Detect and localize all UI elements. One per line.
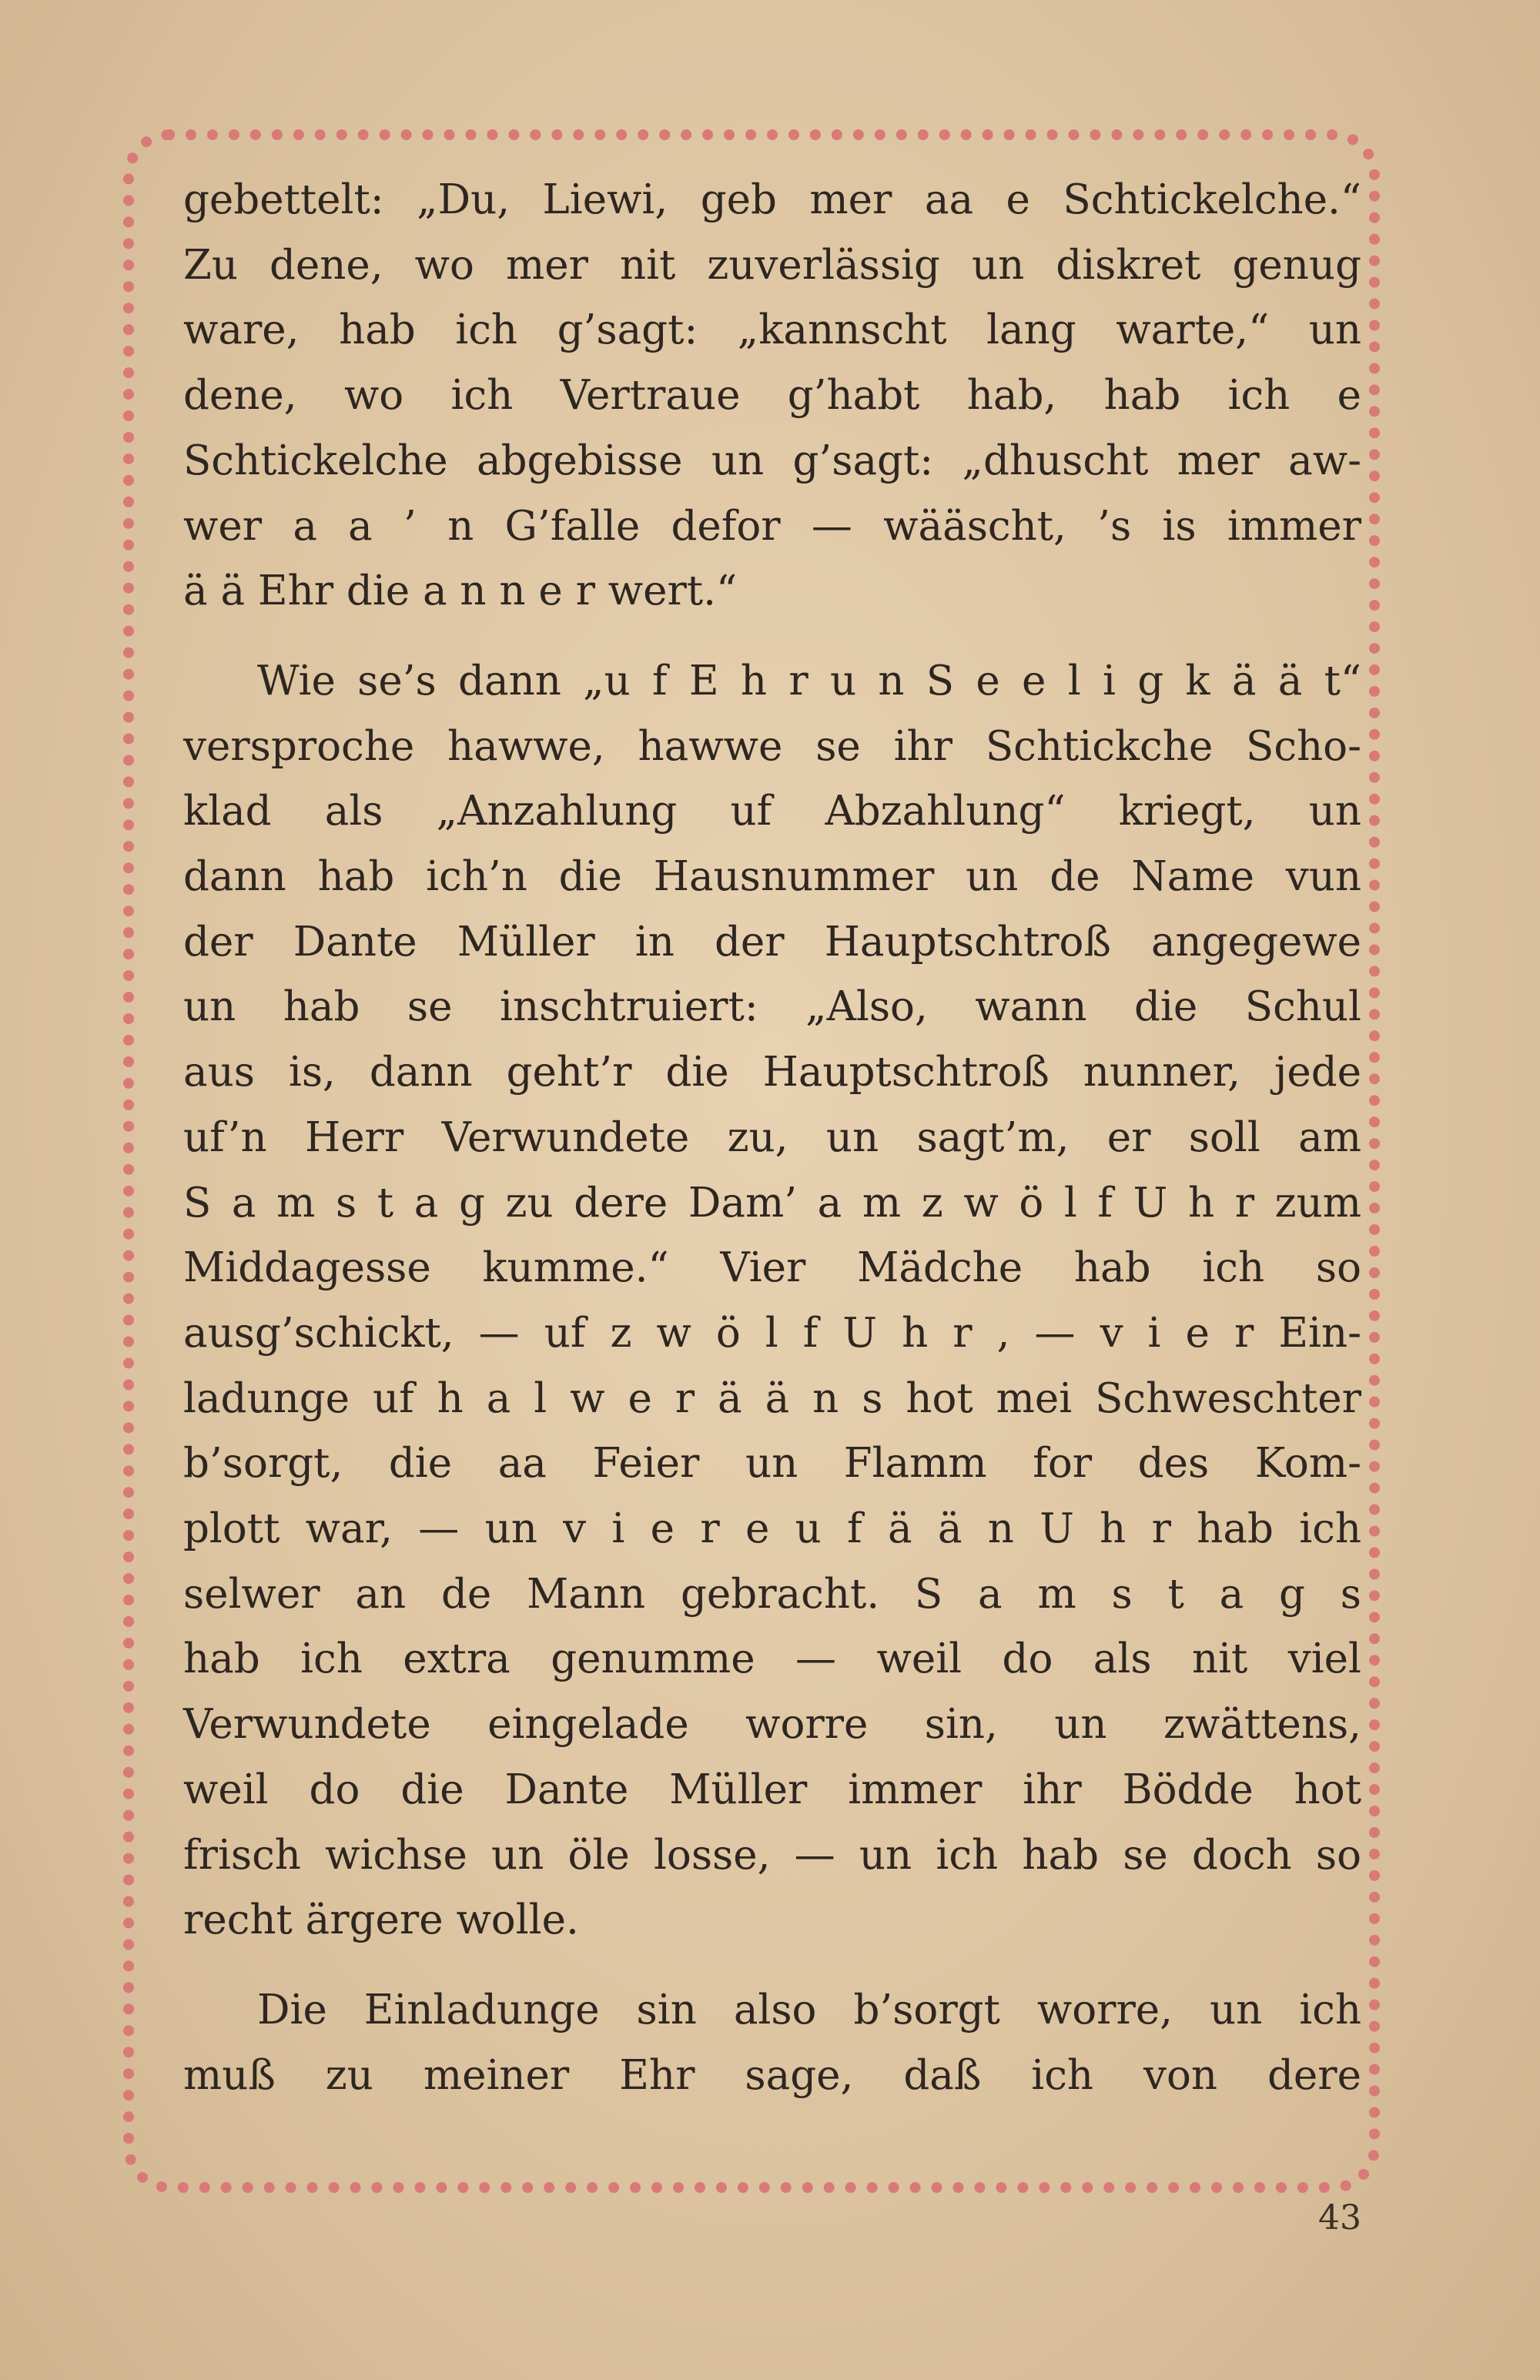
text-line: uf’n Herr Verwundete zu, un sagt’m, er soll am [183, 1113, 1361, 1161]
text-line: selwer an de Mann gebracht. S a m s t a g s [183, 1570, 1361, 1618]
text-line: weil do die Dante Müller immer ihr Bödde hot [183, 1766, 1361, 1813]
text-line: recht ärgere wolle. [183, 1896, 579, 1944]
text-line: Zu dene, wo mer nit zuverlässig un diskret genug [183, 241, 1361, 289]
text-line: der Dante Müller in der Hauptschtroß angegewe [183, 918, 1361, 966]
text-line: aus is, dann geht’r die Hauptschtroß nunner, jede [183, 1049, 1361, 1096]
text-line: Verwundete eingelade worre sin, un zwättens, [183, 1701, 1361, 1749]
text-line: muß zu meiner Ehr sage, daß ich von dere [183, 2051, 1361, 2099]
text-line: b’sorgt, die aa Feier un Flamm for des Kom- [183, 1440, 1361, 1488]
text-line: gebettelt: „Du, Liewi, geb mer aa e Schtickelche.“ [183, 176, 1361, 223]
text-line: klad als „Anzahlung uf Abzahlung“ kriegt, un [183, 788, 1361, 835]
text-line: S a m s t a g zu dere Dam’ a m z w ö l f U h r zum [183, 1179, 1361, 1227]
text-line: un hab se inschtruiert: „Also, wann die Schul [183, 983, 1361, 1031]
text-line: versproche hawwe, hawwe se ihr Schtickche Scho- [183, 722, 1361, 770]
text-line: ware, hab ich g’sagt: „kannscht lang warte,“ un [183, 306, 1361, 354]
paragraph-2 [183, 649, 1361, 1953]
text-line: wer a a ’ n G’falle defor — wääscht, ’s is immer [183, 502, 1361, 550]
text-line: dene, wo ich Vertraue g’habt hab, hab ich e [183, 372, 1361, 420]
text-line: dann hab ich’n die Hausnummer un de Name vun [183, 853, 1361, 901]
text-line: Schtickelche abgebisse un g’sagt: „dhuscht mer aw- [183, 437, 1361, 484]
page-number: 43 [1318, 2198, 1361, 2238]
text-line: hab ich extra genumme — weil do als nit viel [183, 1635, 1361, 1683]
page-text [183, 168, 1361, 2108]
text-line: frisch wichse un öle losse, — un ich hab se doch so [183, 1831, 1361, 1879]
paragraph-1 [183, 168, 1361, 624]
text-line: ä ä Ehr die a n n e r wert.“ [183, 567, 738, 615]
paragraph-3 [183, 1978, 1361, 2108]
text-line: Die Einladunge sin also b’sorgt worre, un ich [257, 1986, 1361, 2034]
text-line: ausg’schickt, — uf z w ö l f U h r , — v i e r Ein- [183, 1309, 1361, 1357]
text-line: Wie se’s dann „u f E h r u n S e e l i g k ä ä t“ [257, 657, 1361, 705]
text-line: ladunge uf h a l w e r ä ä n s hot mei Schweschter [183, 1374, 1361, 1422]
text-line: Middagesse kumme.“ Vier Mädche hab ich so [183, 1244, 1361, 1292]
text-line: plott war, — un v i e r e u f ä ä n U h r hab ich [183, 1505, 1361, 1553]
